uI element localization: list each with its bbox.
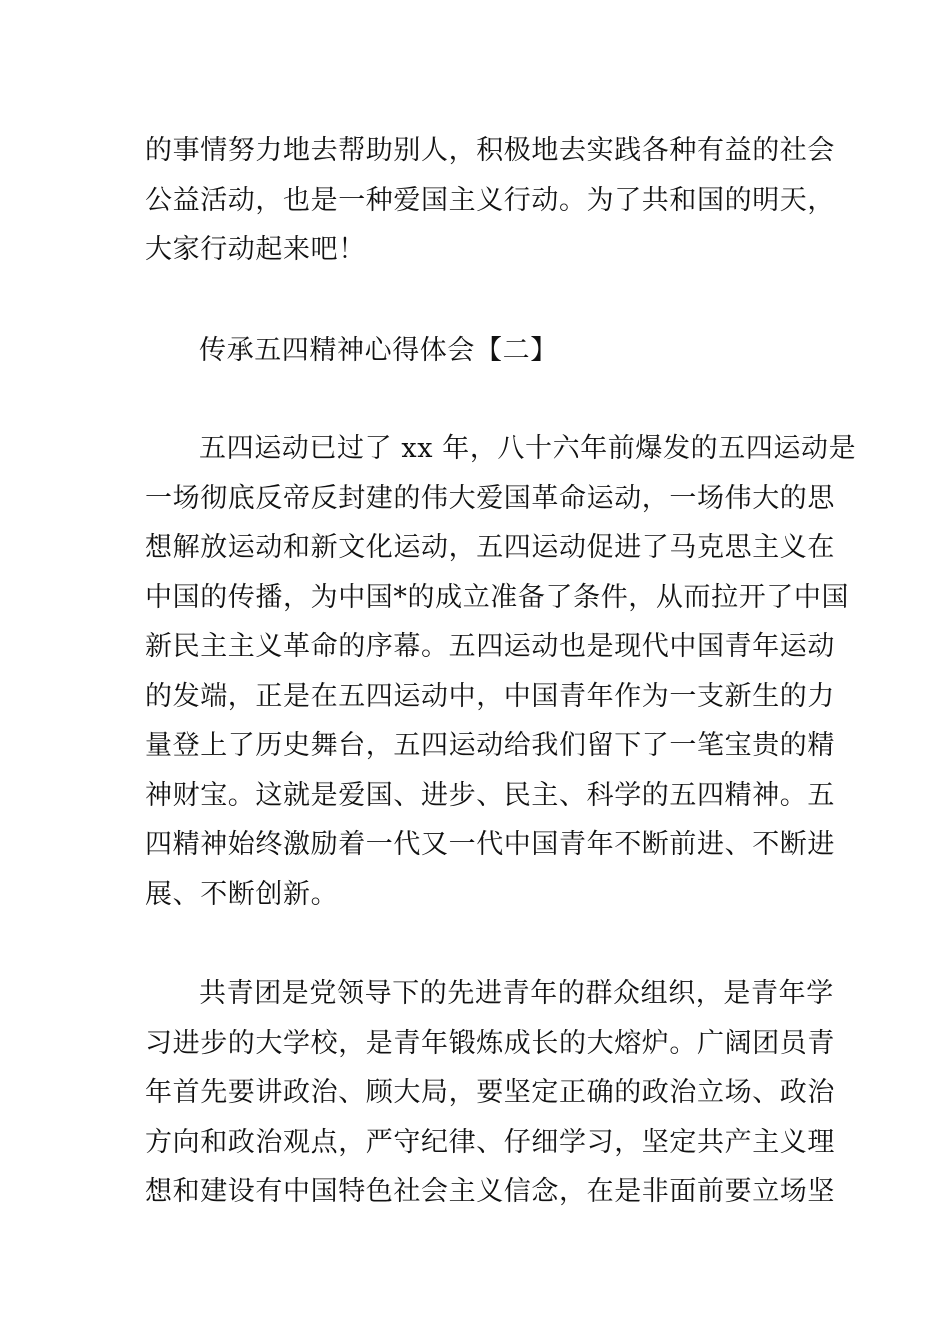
paragraph-continuation: [145, 126, 835, 275]
text-line: 的事情努力地去帮助别人，积极地去实践各种有益的社会: [145, 135, 835, 166]
section-heading: [145, 326, 813, 376]
text-line: 方向和政治观点，严守纪律、仔细学习，坚定共产主义理: [145, 1126, 835, 1158]
text-line: 公益活动，也是一种爱国主义行动。为了共和国的明天，: [145, 184, 835, 216]
text-line: 年首先要讲政治、顾大局，要坚定正确的政治立场、政治: [145, 1077, 835, 1108]
text-line: 共青团是党领导下的先进青年的群众组织，是青年学: [199, 978, 834, 1009]
text-line: 的发端，正是在五四运动中，中国青年作为一支新生的力: [145, 680, 835, 712]
text-line: 展、不断创新。: [145, 878, 339, 910]
text-line: 新民主主义革命的序幕。五四运动也是现代中国青年运动: [145, 631, 835, 662]
text-line: 大家行动起来吧！: [145, 234, 366, 265]
text-line: 神财宝。这就是爱国、进步、民主、科学的五四精神。五: [145, 779, 835, 811]
text-line: 中国的传播，为中国*的成立准备了条件，从而拉开了中国: [145, 581, 850, 613]
text-line: 五四运动已过了 xx 年，八十六年前爆发的五四运动是: [199, 433, 857, 464]
text-line: 习进步的大学校，是青年锻炼成长的大熔炉。广阔团员青: [145, 1027, 835, 1059]
text-line: 量登上了历史舞台，五四运动给我们留下了一笔宝贵的精: [145, 730, 835, 761]
text-line: 想解放运动和新文化运动，五四运动促进了马克思主义在: [145, 532, 835, 563]
text-line: 想和建设有中国特色社会主义信念，在是非面前要立场坚: [145, 1176, 835, 1207]
text-line: 一场彻底反帝反封建的伟大爱国革命运动，一场伟大的思: [145, 482, 835, 514]
text-line: 四精神始终激励着一代又一代中国青年不断前进、不断进: [145, 829, 835, 860]
paragraph-may-fourth: [145, 424, 857, 919]
heading-text: 传承五四精神心得体会【二】: [199, 335, 558, 366]
paragraph-youth-league: [145, 969, 835, 1217]
